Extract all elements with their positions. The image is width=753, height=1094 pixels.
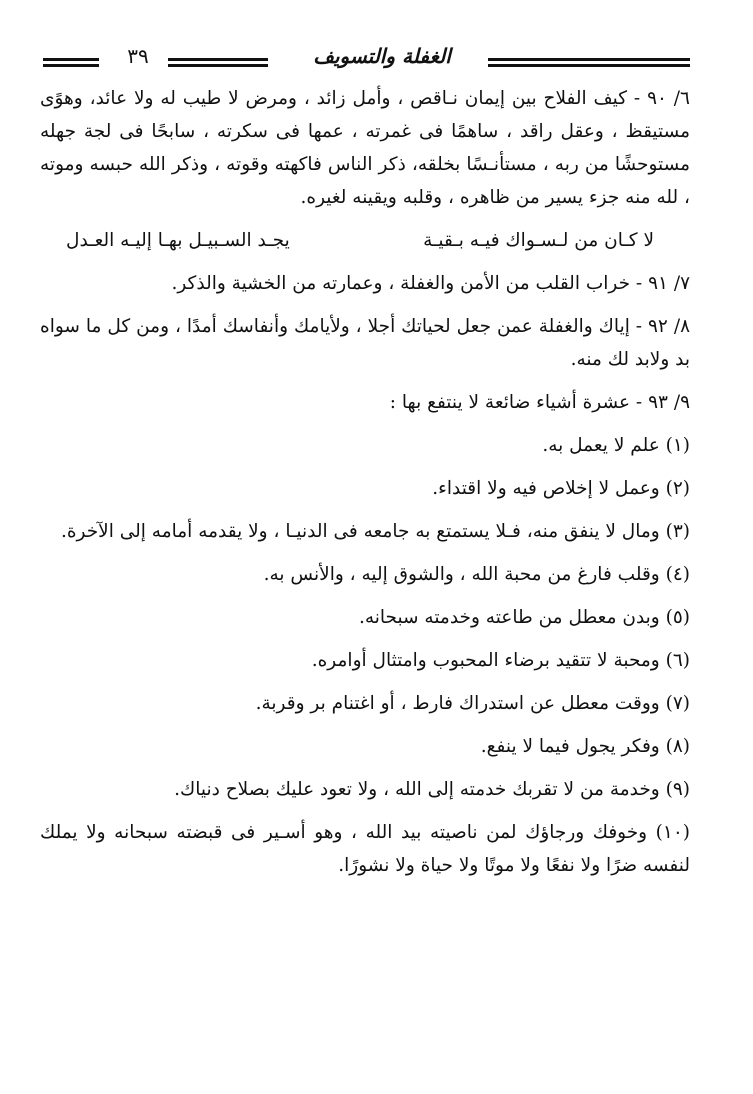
- paragraph-90: ٦/ ٩٠ - كيف الفلاح بين إيمان نـاقص ، وأمل زائد ، ومرض لا طيب له ولا عائد، وهوًى مستيقظ ، وعقل راقد ، ساهمًا فى غمرته ، عمها فى سكرته ، سابحًا فى لجة جهله مستوحشًا من ربه ، مستأنـسًا بخلقه، ذكر الناس فاكهته وقوته ، وذكر الله حبسه وموته ، لله منه جزء يسير من ظاهره ، وقلبه ويقينه لغيره.: [40, 88, 690, 208]
- page-header: [40, 38, 690, 82]
- page-number: ٣٩: [127, 44, 149, 68]
- book-page: [40, 38, 690, 1068]
- list-item-6: (٦) ومحبة لا تتقيد برضاء المحبوب وامتثال أوامره.: [311, 650, 690, 671]
- list-item-3: (٣) ومال لا ينفق منه، فـلا يستمتع به جامعه فى الدنيـا ، ولا يقدمه أمامه إلى الآخرة.: [60, 521, 690, 542]
- header-rule-left: [43, 58, 99, 68]
- verse-hemistich-second: يجـد السـبيـل بهـا إليـه العـدل: [66, 230, 290, 251]
- header-rule-middle: [168, 58, 268, 68]
- list-item-8: (٨) وفكر يجول فيما لا ينفع.: [480, 736, 690, 757]
- poetry-verse: [40, 224, 690, 257]
- list-item-4: (٤) وقلب فارغ من محبة الله ، والشوق إليه ، والأنس به.: [263, 564, 690, 585]
- paragraph-93: ٩/ ٩٣ - عشرة أشياء ضائعة لا ينتفع بها :: [389, 392, 690, 413]
- list-item-9: (٩) وخدمة من لا تقربك خدمته إلى الله ، ولا تعود عليك بصلاح دنياك.: [174, 779, 690, 800]
- paragraph-91: ٧/ ٩١ - خراب القلب من الأمن والغفلة ، وعمارته من الخشية والذكر.: [171, 273, 690, 294]
- page-body: [40, 82, 690, 882]
- verse-hemistich-first: لا كـان من لـسـواك فيـه بـقيـة: [423, 230, 654, 251]
- list-item-10: (١٠) وخوفك ورجاؤك لمن ناصيته بيد الله ، وهو أسـير فى قبضته سبحانه ولا يملك لنفسه ضرًا ولا نفعًا ولا موتًا ولا حياة ولا نشورًا.: [40, 822, 690, 876]
- list-item-2: (٢) وعمل لا إخلاص فيه ولا اقتداء.: [432, 478, 690, 499]
- list-item-1: (١) علم لا يعمل به.: [542, 435, 690, 456]
- list-item-7: (٧) ووقت معطل عن استدراك فارط ، أو اغتنام بر وقربة.: [255, 693, 690, 714]
- paragraph-92: ٨/ ٩٢ - إياك والغفلة عمن جعل لحياتك أجلا ، ولأيامك وأنفاسك أمدًا ، ومن كل ما سواه بد ولابد لك منه.: [40, 316, 690, 370]
- header-rule-right: [488, 58, 690, 68]
- running-title: الغفلة والتسويف: [313, 44, 451, 68]
- list-item-5: (٥) وبدن معطل من طاعته وخدمته سبحانه.: [358, 607, 690, 628]
